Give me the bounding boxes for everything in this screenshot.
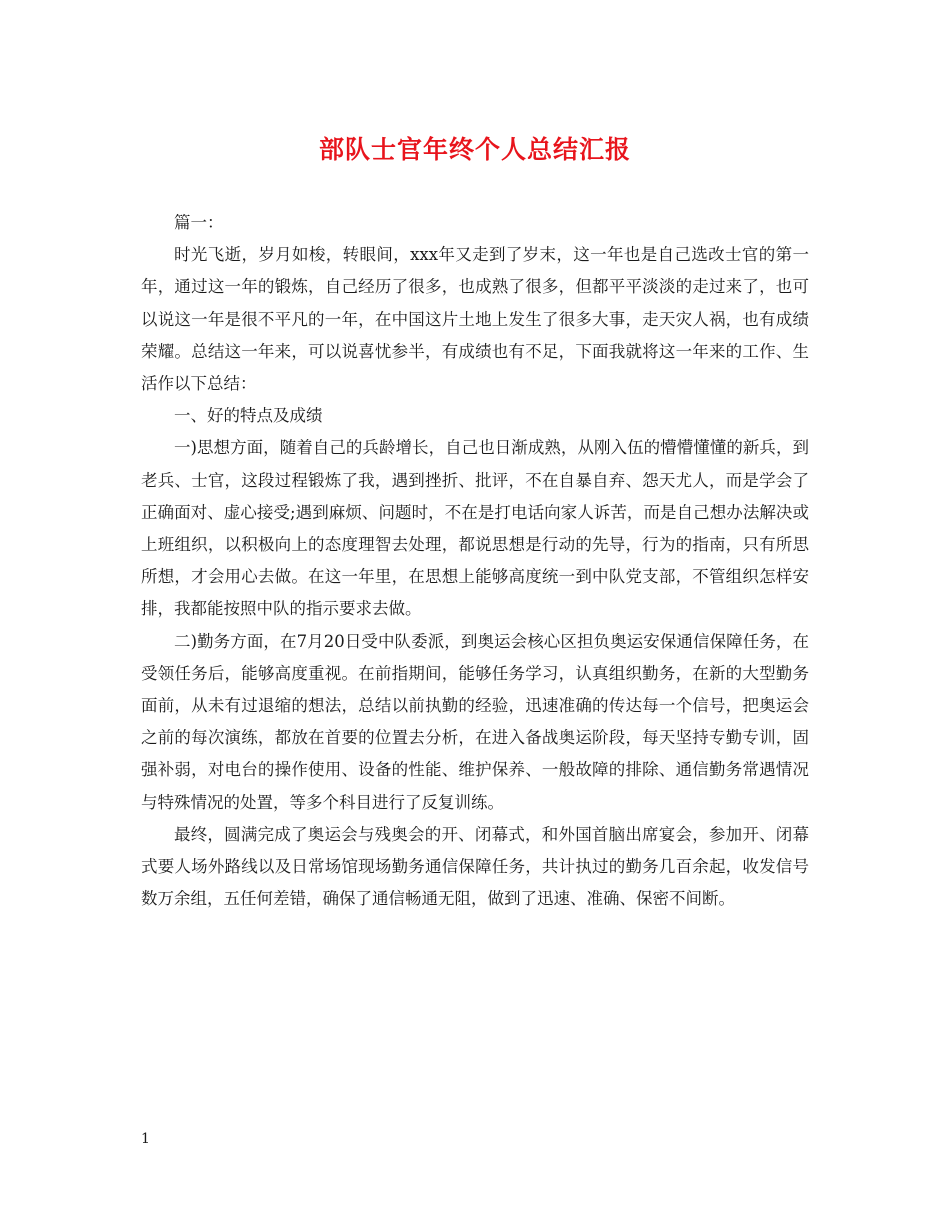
- paragraph-duty: 二)勤务方面，在7月20日受中队委派，到奥运会核心区担负奥运安保通信保障任务，在受领任务后，能够高度重视。在前指期间，能够任务学习，认真组织勤务，在新的大型勤务面前，从未有过退缩的想法，总结以前执勤的经验，迅速准确的传达每一个信号，把奥运会之前的每次演练，都放在首要的位置去分析，在进入备战奥运阶段，每天坚持专勤专训，固强补弱，对电台的操作使用、设备的性能、维护保养、一般故障的排除、通信勤务常遇情况与特殊情况的处置，等多个科目进行了反复训练。: [141, 631, 809, 812]
- paragraph-result: 最终，圆满完成了奥运会与残奥会的开、闭幕式，和外国首脑出席宴会，参加开、闭幕式要人场外路线以及日常场馆现场勤务通信保障任务，共计执过的勤务几百余起，收发信号数万余组，五任何差错，确保了通信畅通无阻，做到了迅速、准确、保密不间断。: [141, 824, 809, 909]
- section-heading-strengths: 一、好的特点及成绩: [174, 406, 323, 426]
- section-heading-part-one: 篇一：: [174, 213, 224, 232]
- document-title: 部队士官年终个人总结汇报: [318, 135, 631, 164]
- paragraph-ideology: 一)思想方面，随着自己的兵龄增长，自己也日渐成熟，从刚入伍的懵懵懂懂的新兵，到老兵、士官，这段过程锻炼了我，遇到挫折、批评，不在自暴自弃、怨天尤人，而是学会了正确面对、虚心接受;遇到麻烦、问题时，不在是打电话向家人诉苦，而是自己想办法解决或上班组织，以积极向上的态度理智去处理，都说思想是行动的先导，行为的指南，只有所思所想，才会用心去做。在这一年里，在思想上能够高度统一到中队党支部，不管组织怎样安排，我都能按照中队的指示要求去做。: [141, 438, 809, 619]
- page-number: 1: [141, 1131, 150, 1147]
- document-body: [141, 207, 809, 915]
- paragraph-intro: 时光飞逝，岁月如梭，转眼间，xxx年又走到了岁末，这一年也是自己选改士官的第一年，通过这一年的锻炼，自己经历了很多，也成熟了很多，但都平平淡淡的走过来了，也可以说这一年是很不平凡的一年，在中国这片土地上发生了很多大事，走天灾人祸，也有成绩荣耀。总结这一年来，可以说喜忧参半，有成绩也有不足，下面我就将这一年来的工作、生活作以下总结：: [141, 245, 809, 394]
